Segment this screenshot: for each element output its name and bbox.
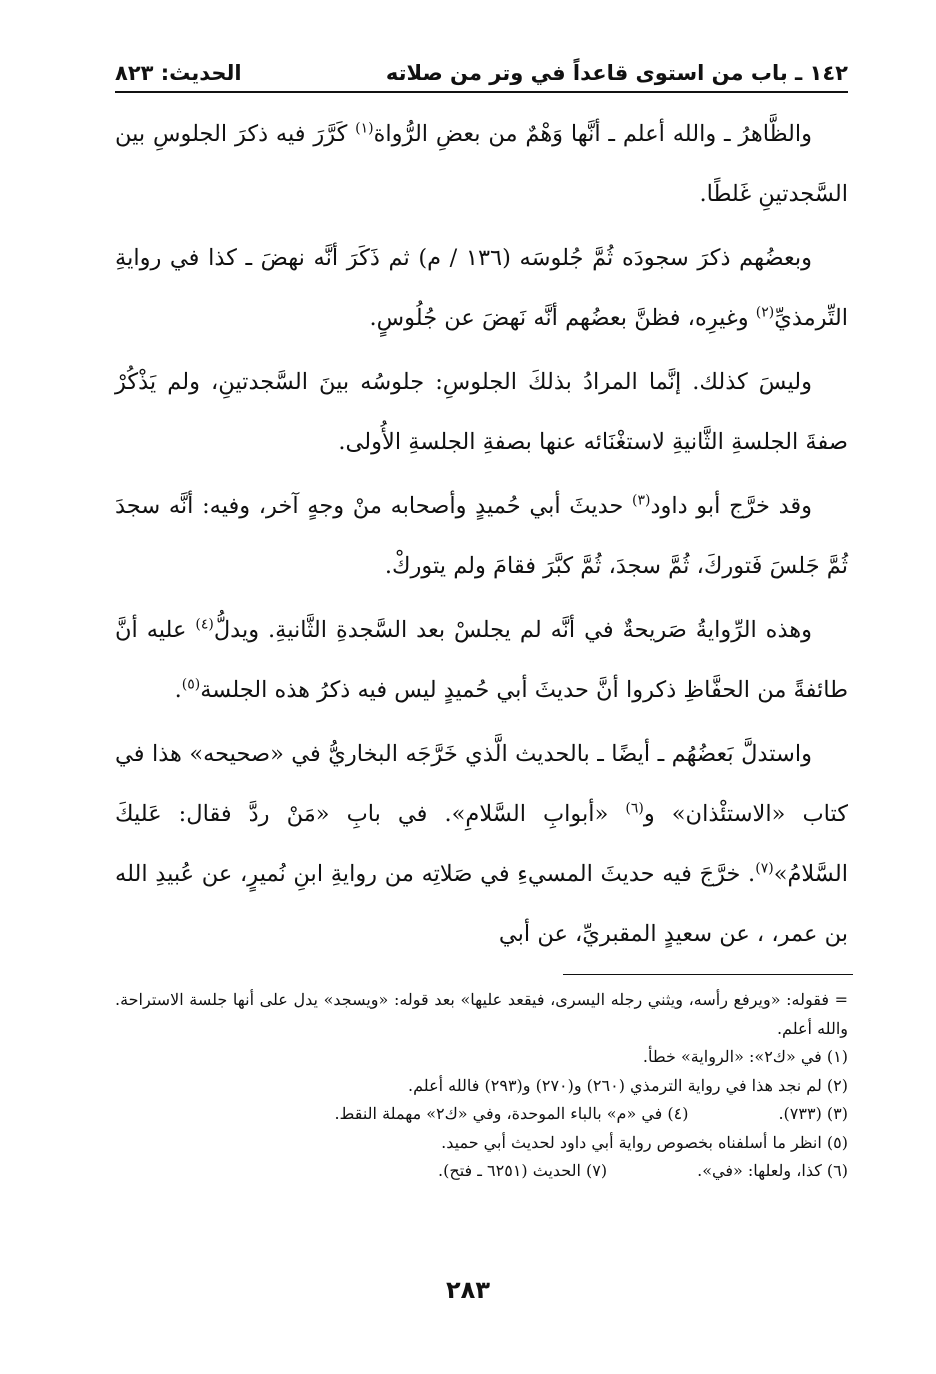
footnote-ref-5[interactable]: (٥) [181,676,201,693]
paragraph-5-tail: عليه أنَّ طائفةً من الحفَّاظِ ذكروا أنَّ حديثَ أبي حُميدٍ ليس فيه ذكرُ هذه الجلسة [115,617,848,703]
footnote-2: (٢) لم نجد هذا في رواية الترمذي (٢٦٠) و(٢٧٠) و(٢٩٣) فالله أعلم. [408,1075,848,1095]
paragraph-4-text: وقد خرَّج أبو داود [650,493,812,519]
paragraph-2-tail: وغيرِه، فظنَّ بعضُهم أنَّه نَهضَ عن جُلُوسٍ. [369,305,756,331]
footnote-6: (٦) كذا، ولعلها: «في». [697,1161,848,1180]
main-text [115,104,848,968]
footnote-4: (٤) في «م» بالباء الموحدة، وفي «ك٢» مهملة النقط. [334,1104,689,1123]
paragraph-1-text: والظَّاهرُ ـ والله أعلم ـ أنَّها وَهْمٌ من بعضِ الرُّواة [373,121,812,147]
footnote-7: (٧) الحديث (٦٢٥١ ـ فتح). [438,1161,608,1180]
paragraph-3-text: وليسَ كذلك. إنَّما المرادُ بذلكَ الجلوسِ: جلوسُه بينَ السَّجدتينِ، ولم يَذْكُرْ صفةَ الجلسةِ الثَّانيةِ لاستغْنَائه عنها بصفةِ الجلسةِ الأُولى. [115,369,848,455]
paragraph-4 [115,476,848,596]
footnote-row-6-7 [115,1157,848,1186]
footnote-1: (١) في «ك٢»: «الرواية» خطأ. [642,1047,848,1066]
footnote-ref-1[interactable]: (١) [355,120,374,137]
footnote-ref-6[interactable]: (٦) [625,800,644,817]
paragraph-2-text: وبعضُهم ذكرَ سجودَه ثُمَّ جُلوسَه (١٣٦ / م) ثم ذَكَرَ أنَّه نهضَ ـ كذا في روايةِ التِّرمذيِّ [115,245,848,331]
paragraph-1-tail: كَرَّرَ فيه ذكرَ الجلوسِ بين السَّجدتينِ غَلطًا. [115,121,848,207]
paragraph-6 [115,724,848,964]
paragraph-1 [115,104,848,224]
footnote-3: (٣) (٧٣٣). [778,1104,848,1123]
footnote-ref-2[interactable]: (٢) [755,304,775,321]
footnote-ref-7[interactable]: (٧) [755,860,774,877]
paragraph-2 [115,228,848,348]
footnote-continuation: = فقوله: «ويرفع رأسه، ويثني رجله اليسرى، فيقعد عليها» بعد قوله: «ويسجد» يدل على أنها جلسة الاستراحة. والله أعلم. [115,990,848,1038]
header-divider [115,91,848,93]
paragraph-6-middle: «أبوابِ السَّلامِ». في بابِ «مَنْ ردَّ فقال: عَليكَ السَّلامُ» [115,801,848,887]
paragraph-4-tail: حديثَ أبي حُميدٍ وأصحابه منْ وجهٍ آخر، وفيه: أنَّه سجدَ ثُمَّ جَلسَ فَتوركَ، ثُمَّ سجدَ، ثُمَّ كبَّرَ فقامَ ولم يتوركْ. [115,493,848,579]
paragraph-5 [115,600,848,720]
footnote-ref-4[interactable]: (٤) [195,616,214,633]
footnote-ref-3[interactable]: (٣) [632,492,651,509]
paragraph-6-tail: . خرَّجَ فيه حديثَ المسيءِ في صَلاتِه من روايةِ ابنِ نُميرٍ، عن عُبيدِ الله بن عمر، ، عن سعيدٍ المقبريِّ، عن أبي [115,861,848,947]
paragraph-5-text: وهذه الرِّوايةُ صَريحةٌ في أنَّه لم يجلسْ بعد السَّجدةِ الثَّانيةِ. ويدلُّ [213,617,812,643]
footnote-row-3-4 [115,1100,848,1129]
running-header [115,56,848,90]
paragraph-6-text: واستدلَّ بَعضُهُم ـ أيضًا ـ بالحديث الَّذي خَرَّجَه البخاريُّ في «صحيحه» هذا في كتاب «الاستئْذان» و [115,741,848,827]
page-number: ٢٨٣ [446,1276,490,1304]
paragraph-3 [115,352,848,472]
hadith-number: الحديث: ٨٢٣ [115,61,242,85]
paragraph-5-end: . [174,677,182,703]
footnote-divider [563,974,853,975]
chapter-title: ١٤٢ ـ باب من استوى قاعداً في وتر من صلاته [385,61,848,85]
footnotes [115,986,848,1186]
footnote-5: (٥) انظر ما أسلفناه بخصوص رواية أبي داود لحديث أبي حميد. [441,1132,848,1152]
